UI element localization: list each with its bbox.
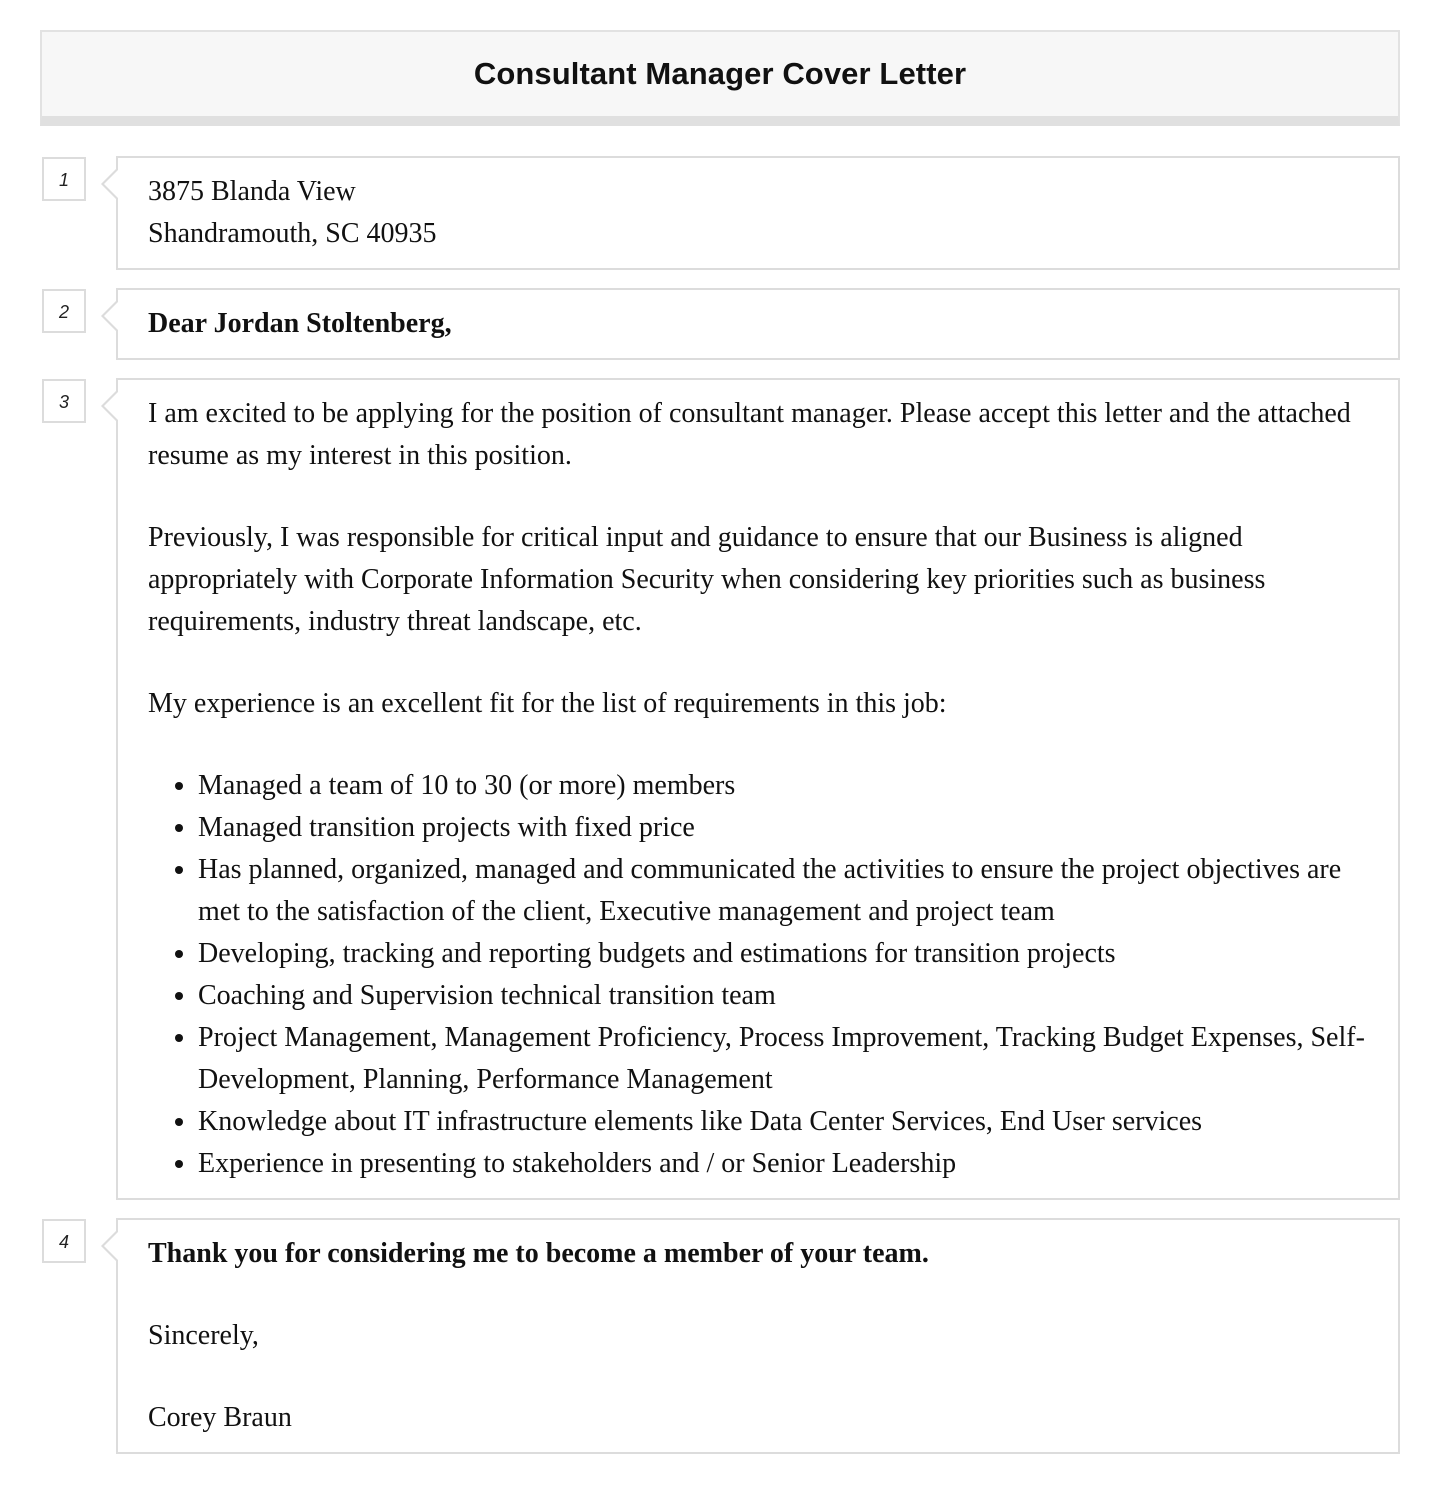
closing-card [116, 1218, 1400, 1454]
section-number: 1 [42, 157, 86, 201]
signoff: Sincerely, [148, 1320, 259, 1351]
body-card [116, 378, 1400, 1200]
requirements-list [148, 765, 1368, 1185]
body-paragraph: My experience is an excellent fit for the list of requirements in this job: [148, 688, 947, 719]
body-paragraph: I am excited to be applying for the position of consultant manager. Please accept this letter and the attached resume as my interest in this position. [148, 398, 1351, 471]
salutation: Dear Jordan Stoltenberg, [148, 308, 452, 339]
list-item: • Has planned, organized, managed and communicated the activities to ensure the project objectives are met to the satisfaction of the client, Executive management and project team [198, 849, 1368, 933]
body-paragraph: Previously, I was responsible for critical input and guidance to ensure that our Business is aligned appropriately with Corporate Information Security when considering key priorities such as business requirements, industry threat landscape, etc. [148, 522, 1266, 637]
page-header [40, 30, 1400, 126]
list-item: • Managed a team of 10 to 30 (or more) members [198, 765, 1368, 807]
closing-line: Thank you for considering me to become a member of your team. [148, 1238, 929, 1269]
address-line-1: 3875 Blanda View [148, 176, 356, 207]
section-number: 3 [42, 379, 86, 423]
list-item: • Experience in presenting to stakeholders and / or Senior Leadership [198, 1143, 1368, 1185]
address-card [116, 156, 1400, 270]
list-item: • Project Management, Management Proficiency, Process Improvement, Tracking Budget Expenses, Self-Development, Planning, Performance Management [198, 1017, 1368, 1101]
list-item: • Developing, tracking and reporting budgets and estimations for transition projects [198, 933, 1368, 975]
list-item: • Managed transition projects with fixed price [198, 807, 1368, 849]
section-number: 2 [42, 289, 86, 333]
address-line-2: Shandramouth, SC 40935 [148, 218, 437, 249]
list-item: • Knowledge about IT infrastructure elements like Data Center Services, End User services [198, 1101, 1368, 1143]
section-number: 4 [42, 1219, 86, 1263]
salutation-card [116, 288, 1400, 360]
page-title: Consultant Manager Cover Letter [473, 56, 967, 91]
list-item: • Coaching and Supervision technical transition team [198, 975, 1368, 1017]
signature-name: Corey Braun [148, 1402, 292, 1433]
